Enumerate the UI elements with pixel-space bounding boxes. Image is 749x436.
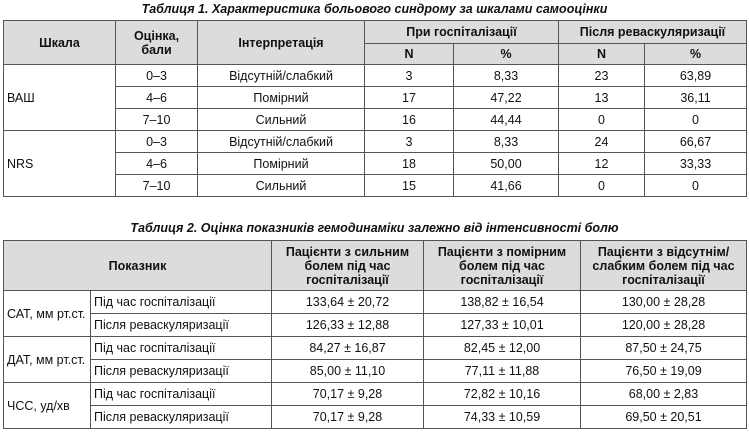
- header-hospital-n: N: [365, 44, 454, 65]
- score-cell: 0–3: [116, 65, 198, 87]
- table-row: [4, 131, 747, 153]
- period-cell: Після реваскуляризації: [91, 360, 272, 383]
- revasc-pct-cell: 36,11: [645, 87, 747, 109]
- severe-cell: 85,00 ± 11,10: [272, 360, 424, 383]
- header-hospital-pct: %: [454, 44, 559, 65]
- header-interpretation: Інтерпретація: [198, 21, 365, 65]
- revasc-n-cell: 0: [559, 175, 645, 197]
- hospital-pct-cell: 47,22: [454, 87, 559, 109]
- hospital-n-cell: 17: [365, 87, 454, 109]
- severe-cell: 84,27 ± 16,87: [272, 337, 424, 360]
- table-row: [4, 153, 747, 175]
- table1-caption: Таблиця 1. Характеристика больового синдрому за шкалами самооцінки: [141, 2, 608, 16]
- hospital-n-cell: 16: [365, 109, 454, 131]
- hospital-n-cell: 3: [365, 65, 454, 87]
- header-indicator: Показник: [4, 241, 272, 291]
- table-row: [4, 291, 747, 314]
- indicator-name: ДАТ, мм рт.ст.: [4, 337, 91, 383]
- moderate-cell: 74,33 ± 10,59: [424, 406, 581, 429]
- pain-scale-table: [3, 20, 747, 197]
- severe-cell: 126,33 ± 12,88: [272, 314, 424, 337]
- interp-cell: Помірний: [198, 153, 365, 175]
- table-row: [4, 383, 747, 406]
- hospital-pct-cell: 41,66: [454, 175, 559, 197]
- moderate-cell: 72,82 ± 10,16: [424, 383, 581, 406]
- table-row: [4, 314, 747, 337]
- moderate-cell: 82,45 ± 12,00: [424, 337, 581, 360]
- table-row: [4, 337, 747, 360]
- mild-cell: 120,00 ± 28,28: [581, 314, 747, 337]
- table-row: [4, 360, 747, 383]
- severe-cell: 133,64 ± 20,72: [272, 291, 424, 314]
- moderate-cell: 127,33 ± 10,01: [424, 314, 581, 337]
- hospital-n-cell: 18: [365, 153, 454, 175]
- scale-name: ВАШ: [4, 65, 116, 131]
- interp-cell: Відсутній/слабкий: [198, 131, 365, 153]
- table-row: [4, 109, 747, 131]
- mild-cell: 87,50 ± 24,75: [581, 337, 747, 360]
- interp-cell: Відсутній/слабкий: [198, 65, 365, 87]
- revasc-pct-cell: 63,89: [645, 65, 747, 87]
- score-cell: 7–10: [116, 175, 198, 197]
- interp-cell: Помірний: [198, 87, 365, 109]
- mild-cell: 68,00 ± 2,83: [581, 383, 747, 406]
- table-row: [4, 406, 747, 429]
- hemodynamics-table: [3, 240, 747, 429]
- scale-name: NRS: [4, 131, 116, 197]
- period-cell: Після реваскуляризації: [91, 406, 272, 429]
- mild-cell: 69,50 ± 20,51: [581, 406, 747, 429]
- revasc-pct-cell: 66,67: [645, 131, 747, 153]
- score-cell: 4–6: [116, 153, 198, 175]
- header-score: Оцінка, бали: [116, 21, 198, 65]
- period-cell: Під час госпіталізації: [91, 383, 272, 406]
- table-row: [4, 175, 747, 197]
- header-severe: Пацієнти з сильним болем під час госпіталізації: [272, 241, 424, 291]
- period-cell: Після реваскуляризації: [91, 314, 272, 337]
- header-revasc: Після реваскуляризації: [559, 21, 747, 44]
- moderate-cell: 138,82 ± 16,54: [424, 291, 581, 314]
- table-row: [4, 87, 747, 109]
- hospital-pct-cell: 8,33: [454, 65, 559, 87]
- severe-cell: 70,17 ± 9,28: [272, 383, 424, 406]
- revasc-n-cell: 23: [559, 65, 645, 87]
- mild-cell: 130,00 ± 28,28: [581, 291, 747, 314]
- table-row: [4, 65, 747, 87]
- interp-cell: Сильний: [198, 175, 365, 197]
- revasc-n-cell: 13: [559, 87, 645, 109]
- interp-cell: Сильний: [198, 109, 365, 131]
- table2-caption: Таблиця 2. Оцінка показників гемодинаміки залежно від інтенсивності болю: [130, 221, 619, 235]
- revasc-pct-cell: 33,33: [645, 153, 747, 175]
- period-cell: Під час госпіталізації: [91, 291, 272, 314]
- hospital-pct-cell: 44,44: [454, 109, 559, 131]
- revasc-n-cell: 0: [559, 109, 645, 131]
- revasc-n-cell: 24: [559, 131, 645, 153]
- revasc-n-cell: 12: [559, 153, 645, 175]
- header-hospital: При госпіталізації: [365, 21, 559, 44]
- revasc-pct-cell: 0: [645, 175, 747, 197]
- indicator-name: ЧСС, уд/хв: [4, 383, 91, 429]
- mild-cell: 76,50 ± 19,09: [581, 360, 747, 383]
- score-cell: 7–10: [116, 109, 198, 131]
- header-revasc-n: N: [559, 44, 645, 65]
- hospital-n-cell: 15: [365, 175, 454, 197]
- indicator-name: САТ, мм рт.ст.: [4, 291, 91, 337]
- header-scale: Шкала: [4, 21, 116, 65]
- header-revasc-pct: %: [645, 44, 747, 65]
- header-mild: Пацієнти з відсутнім/ слабким болем під час госпіталізації: [581, 241, 747, 291]
- hospital-n-cell: 3: [365, 131, 454, 153]
- score-cell: 0–3: [116, 131, 198, 153]
- hospital-pct-cell: 50,00: [454, 153, 559, 175]
- revasc-pct-cell: 0: [645, 109, 747, 131]
- period-cell: Під час госпіталізації: [91, 337, 272, 360]
- severe-cell: 70,17 ± 9,28: [272, 406, 424, 429]
- hospital-pct-cell: 8,33: [454, 131, 559, 153]
- score-cell: 4–6: [116, 87, 198, 109]
- header-moderate: Пацієнти з помірним болем під час госпіталізації: [424, 241, 581, 291]
- moderate-cell: 77,11 ± 11,88: [424, 360, 581, 383]
